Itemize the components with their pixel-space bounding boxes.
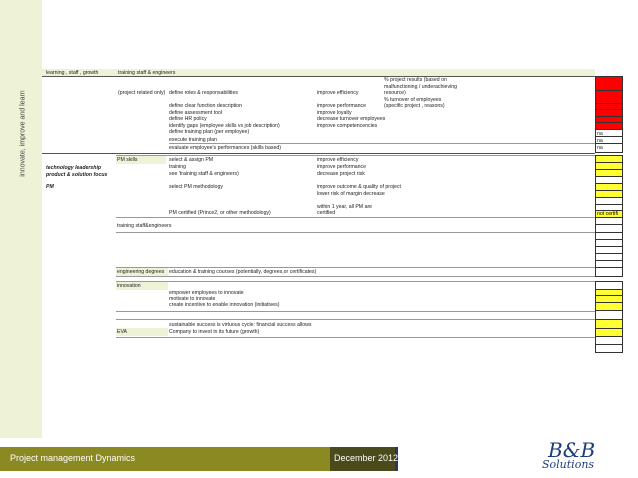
row-divider bbox=[116, 276, 595, 277]
footer-date: December 2012 bbox=[334, 453, 399, 463]
lower-risk: lower risk of margin decrease bbox=[317, 191, 385, 197]
define-assessment: define assessment tool bbox=[169, 110, 223, 116]
define-roles: define roles & responsabilities bbox=[169, 90, 238, 96]
product-solution: product & solution focus bbox=[46, 172, 108, 178]
status-na-2: na bbox=[597, 138, 603, 144]
resource: resource) bbox=[384, 90, 406, 96]
training: training bbox=[169, 164, 187, 170]
footer-title: Project management Dynamics bbox=[10, 453, 136, 463]
education: education & training courses (potentially, degrees,or certificates) bbox=[169, 269, 317, 275]
define-training: define training plan (per employee) bbox=[169, 129, 250, 135]
improve-efficiency-2: improve efficiency bbox=[317, 157, 359, 163]
malfunctioning: malfunctioning / underachieving bbox=[384, 84, 457, 90]
sustainable: sustainable success is virtuous cycle: financial success allows bbox=[169, 322, 312, 328]
motivate: motivate to innovate bbox=[169, 296, 216, 302]
project-results: % project results (based on bbox=[384, 77, 447, 83]
evaluate: evaluate employee's performances (skills based) bbox=[169, 145, 281, 151]
row-divider bbox=[116, 217, 595, 218]
select-pm-method: select PM methodology bbox=[169, 184, 223, 190]
see-training: see 'training staff & engineers) bbox=[169, 171, 239, 177]
tech-leadership: technology leadership bbox=[46, 165, 102, 171]
improve-performance-2: improve performance bbox=[317, 164, 367, 170]
header-divider bbox=[42, 76, 595, 77]
create-incentive: create incentive to enable innovation (initiatives) bbox=[169, 302, 280, 308]
side-label: innovate, improve and learn bbox=[19, 90, 27, 177]
specific-project: (specific project , reasons) bbox=[384, 103, 445, 109]
decrease-turnover: decrease turnover employees bbox=[317, 116, 386, 122]
define-hr: define HR policy bbox=[169, 116, 207, 122]
status-cell bbox=[595, 267, 623, 277]
decrease-risk: decrease project risk bbox=[317, 171, 365, 177]
logo-mark: B&B bbox=[548, 438, 596, 462]
status-na-1: na bbox=[597, 131, 603, 137]
status-cell bbox=[595, 76, 623, 91]
section-divider bbox=[42, 153, 595, 154]
select-assign: select & assign PM bbox=[169, 157, 214, 163]
row-divider bbox=[116, 311, 595, 312]
row-divider bbox=[116, 232, 595, 233]
row-divider bbox=[116, 337, 595, 338]
improve-outcome: improve outcome & quality of project bbox=[317, 184, 401, 190]
define-clear: define clear function description bbox=[169, 103, 242, 109]
execute-training: execute training plan bbox=[169, 137, 217, 143]
improve-efficiency: improve efficiency bbox=[317, 90, 359, 96]
improve-performance: improve performance bbox=[317, 103, 367, 109]
company-invest: Company to invest in its future (growth) bbox=[169, 329, 260, 335]
pm-label: PM bbox=[46, 184, 54, 190]
within-1-year: within 1 year, all PM are bbox=[317, 204, 373, 210]
header-col2: training staff & engineers bbox=[118, 70, 176, 76]
logo-subtext: Solutions bbox=[542, 458, 595, 471]
row-divider bbox=[116, 319, 595, 320]
status-na-3: na bbox=[597, 145, 603, 151]
identify-gaps: identify gaps (employee skills vs job description) bbox=[169, 123, 280, 129]
side-label-container bbox=[8, 70, 34, 210]
training-staff: training staff&engineers bbox=[117, 223, 172, 229]
status-not-certified: not certifi bbox=[597, 211, 619, 217]
engineering-degrees: engineering degrees bbox=[117, 269, 165, 275]
status-cell bbox=[595, 90, 623, 104]
company-logo bbox=[540, 436, 612, 476]
header-col1: learning , staff , growth bbox=[46, 70, 99, 76]
pm-certified: PM certified (Prince2, or other methodology) bbox=[169, 210, 271, 216]
improve-competencies: improve competencencies bbox=[317, 123, 378, 129]
row-divider bbox=[116, 155, 595, 156]
eva: EVA bbox=[117, 329, 127, 335]
project-related: (project related only) bbox=[118, 90, 166, 96]
innovation: innovation bbox=[117, 283, 141, 289]
row-divider bbox=[116, 281, 595, 282]
row-divider bbox=[169, 143, 595, 144]
status-cell bbox=[595, 344, 623, 353]
certified: certified bbox=[317, 210, 336, 216]
row-divider bbox=[116, 267, 595, 268]
pm-skills: PM skills bbox=[117, 157, 138, 163]
empower: empower employees to innovate bbox=[169, 290, 244, 296]
improve-loyalty: improve loyalty bbox=[317, 110, 352, 116]
turnover: % turnover of employees bbox=[384, 97, 442, 103]
